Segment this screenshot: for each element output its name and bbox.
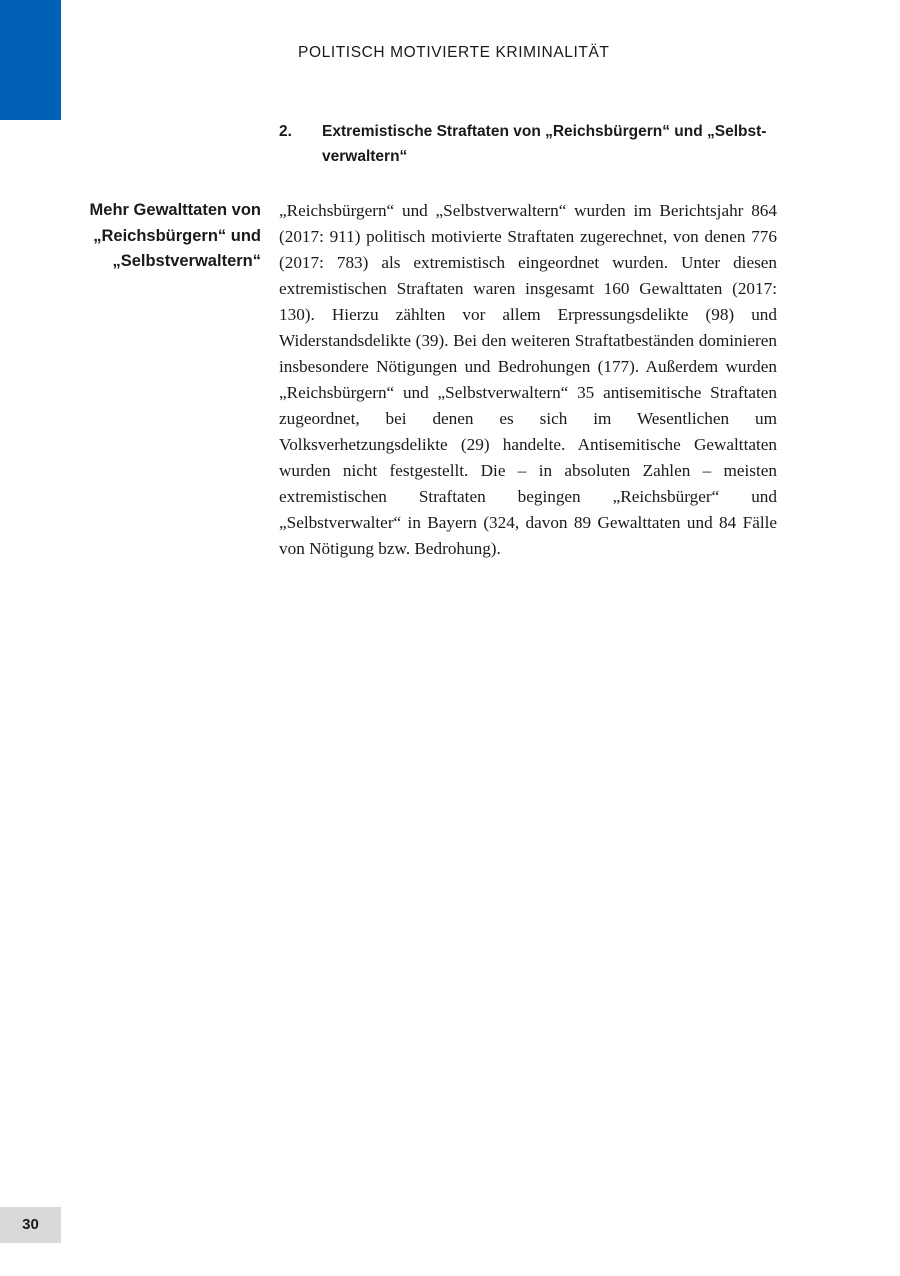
margin-note: Mehr Gewalttaten von „Reichsbürgern“ und „Selbstverwaltern“: [89, 201, 261, 270]
section-number: 2.: [279, 123, 292, 140]
body-paragraph: „Reichsbürgern“ und „Selbstverwaltern“ wurden im Berichtsjahr 864 (2017: 911) politisch motivierte Straftaten zugerechnet, von denen 776 (2017: 783) als extremistisch eingeordnet wurden. Unter diesen extremistischen Straftaten waren insgesamt 160 Gewalttaten (2017: 130). Hierzu zählten vor allem Erpressungsdelikte (98) und Widerstandsdelikte (39). Bei den weiteren Straftatbeständen dominieren insbesondere Nötigungen und Bedrohungen (177). Außerdem wurden „Reichsbürgern“ und „Selbstverwaltern“ 35 antisemitische Straftaten zugeordnet, bei denen es sich im Wesentlichen um Volksverhetzungsdelikte (29) handelte. Antisemitische Gewalttaten wurden nicht festgestellt. Die – in absoluten Zahlen – meisten extremistischen Straftaten begingen „Reichsbürger“ und „Selbstverwalter“ in Bayern (324, davon 89 Gewalttaten und 84 Fälle von Nötigung bzw. Bedrohung).: [279, 201, 777, 558]
section-heading: [279, 119, 769, 169]
section-title: Extremistische Straftaten von „Reichsbürgern“ und „Selbstverwaltern“: [322, 123, 767, 165]
page-number: 30: [22, 1216, 39, 1233]
running-header: POLITISCH MOTIVIERTE KRIMINALITÄT: [298, 44, 610, 61]
page-number-box: [0, 1207, 61, 1243]
chapter-color-tab: [0, 0, 61, 120]
